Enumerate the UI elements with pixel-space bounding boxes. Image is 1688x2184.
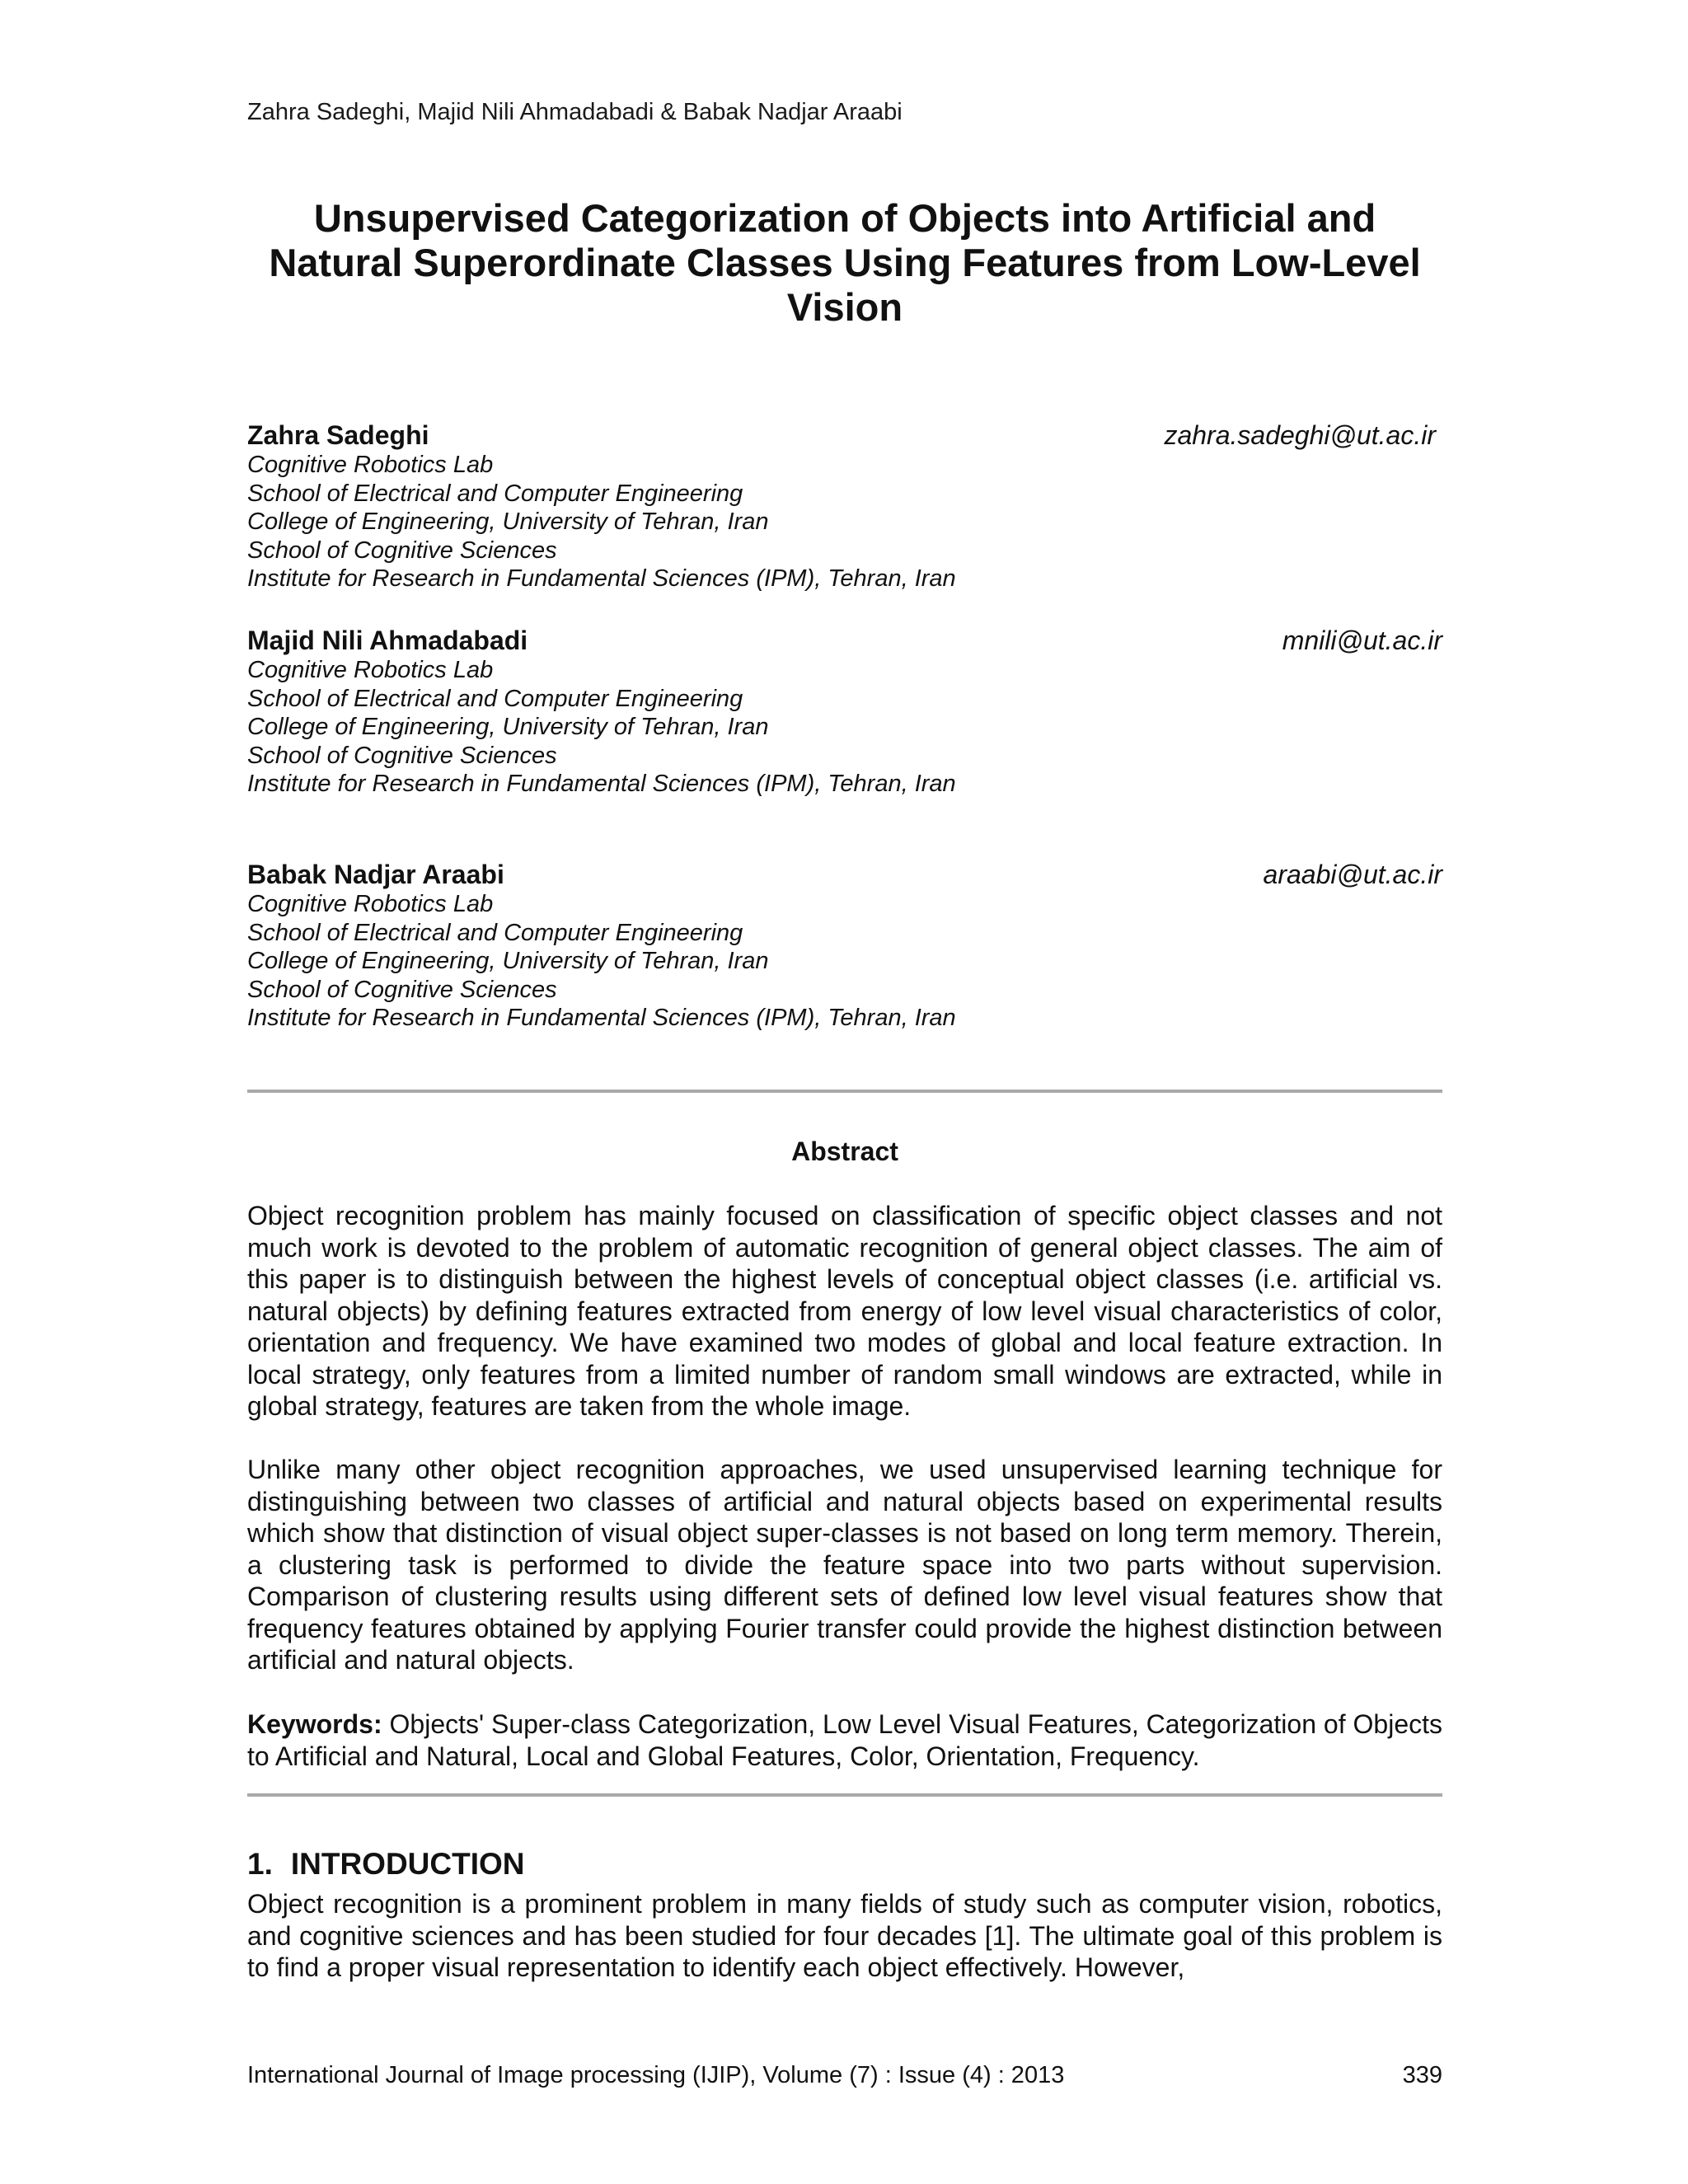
author-block-1 xyxy=(247,419,1442,593)
affiliation-line: Cognitive Robotics Lab xyxy=(247,657,494,683)
affiliation-line: School of Electrical and Computer Engineering xyxy=(247,685,743,712)
author-name: Zahra Sadeghi xyxy=(247,420,429,450)
affiliation-line: College of Engineering, University of Tehran, Iran xyxy=(247,714,769,740)
affiliation-line: School of Electrical and Computer Engineering xyxy=(247,480,743,507)
affiliation-line: Institute for Research in Fundamental Sciences (IPM), Tehran, Iran xyxy=(247,1005,956,1031)
keywords-text: Objects' Super-class Categorization, Low Level Visual Features, Categorization of Objects to Artificial and Natural, Local and Global Features, Color, Orientation, Frequency. xyxy=(247,1709,1443,1771)
page-footer xyxy=(247,2060,1442,2090)
author-email[interactable]: mnili@ut.ac.ir xyxy=(1282,626,1442,655)
affiliation-line: School of Cognitive Sciences xyxy=(247,537,557,564)
section-number: 1. xyxy=(247,1847,273,1881)
affiliation-line: Cognitive Robotics Lab xyxy=(247,452,494,478)
author-email[interactable]: araabi@ut.ac.ir xyxy=(1263,860,1442,889)
author-name: Majid Nili Ahmadabadi xyxy=(247,626,528,655)
author-name: Babak Nadjar Araabi xyxy=(247,860,504,889)
section-title: INTRODUCTION xyxy=(290,1847,525,1881)
affiliation-line: Institute for Research in Fundamental Sciences (IPM), Tehran, Iran xyxy=(247,771,956,797)
abstract-paragraph-2: Unlike many other object recognition approaches, we used unsupervised learning technique for distinguishing between two classes of artificial and natural objects based on experimental results which show that distinction of visual object super-classes is not based on long term memory. Therein, a clustering task is performed to divide the feature space into two parts without supervision. Comparison of clustering results using different sets of defined low level visual features show that frequency features obtained by applying Fourier transfer could provide the highest distinction between artificial and natural objects. xyxy=(247,1455,1442,1675)
affiliation-line: Institute for Research in Fundamental Sciences (IPM), Tehran, Iran xyxy=(247,565,956,592)
title-line-2: Natural Superordinate Classes Using Features from Low-Level xyxy=(269,241,1421,284)
author-block-2 xyxy=(247,625,1442,799)
title-line-3: Vision xyxy=(786,285,903,329)
section-heading-introduction xyxy=(247,1846,525,1882)
journal-citation: International Journal of Image processing (IJIP), Volume (7) : Issue (4) : 2013 xyxy=(247,2062,1065,2088)
affiliation-line: College of Engineering, University of Tehran, Iran xyxy=(247,948,769,974)
keywords xyxy=(247,1708,1442,1772)
introduction-paragraph: Object recognition is a prominent problem in many fields of study such as computer vision, robotics, and cognitive sciences and has been studied for four decades [1]. The ultimate goal of this problem is to find a proper visual representation to identify each object effectively. However, xyxy=(247,1889,1442,1982)
affiliation-line: School of Electrical and Computer Engineering xyxy=(247,919,743,946)
paper-title xyxy=(247,196,1442,330)
abstract-heading: Abstract xyxy=(791,1137,898,1166)
page-number: 339 xyxy=(1402,2062,1442,2088)
author-email[interactable]: zahra.sadeghi@ut.ac.ir xyxy=(1164,420,1436,450)
title-line-1: Unsupervised Categorization of Objects into Artificial and xyxy=(313,196,1376,240)
affiliation-line: School of Cognitive Sciences xyxy=(247,742,557,769)
affiliation-line: College of Engineering, University of Tehran, Iran xyxy=(247,509,769,535)
abstract-paragraph-1: Object recognition problem has mainly focused on classification of specific object classes and not much work is devoted to the problem of automatic recognition of general object classes. The aim of this paper is to distinguish between the highest levels of conceptual object classes (i.e. artificial vs. natural objects) by defining features extracted from energy of low level visual characteristics of color, orientation and frequency. We have examined two modes of global and local feature extraction. In local strategy, only features from a limited number of random small windows are extracted, while in global strategy, features are taken from the whole image. xyxy=(247,1201,1442,1421)
affiliation-line: School of Cognitive Sciences xyxy=(247,976,557,1003)
affiliation-line: Cognitive Robotics Lab xyxy=(247,891,494,917)
section-divider xyxy=(247,1090,1442,1093)
keywords-label: Keywords: xyxy=(247,1709,382,1739)
section-divider xyxy=(247,1793,1442,1797)
running-header: Zahra Sadeghi, Majid Nili Ahmadabadi & Babak Nadjar Araabi xyxy=(247,99,903,125)
author-block-3 xyxy=(247,859,1442,1033)
